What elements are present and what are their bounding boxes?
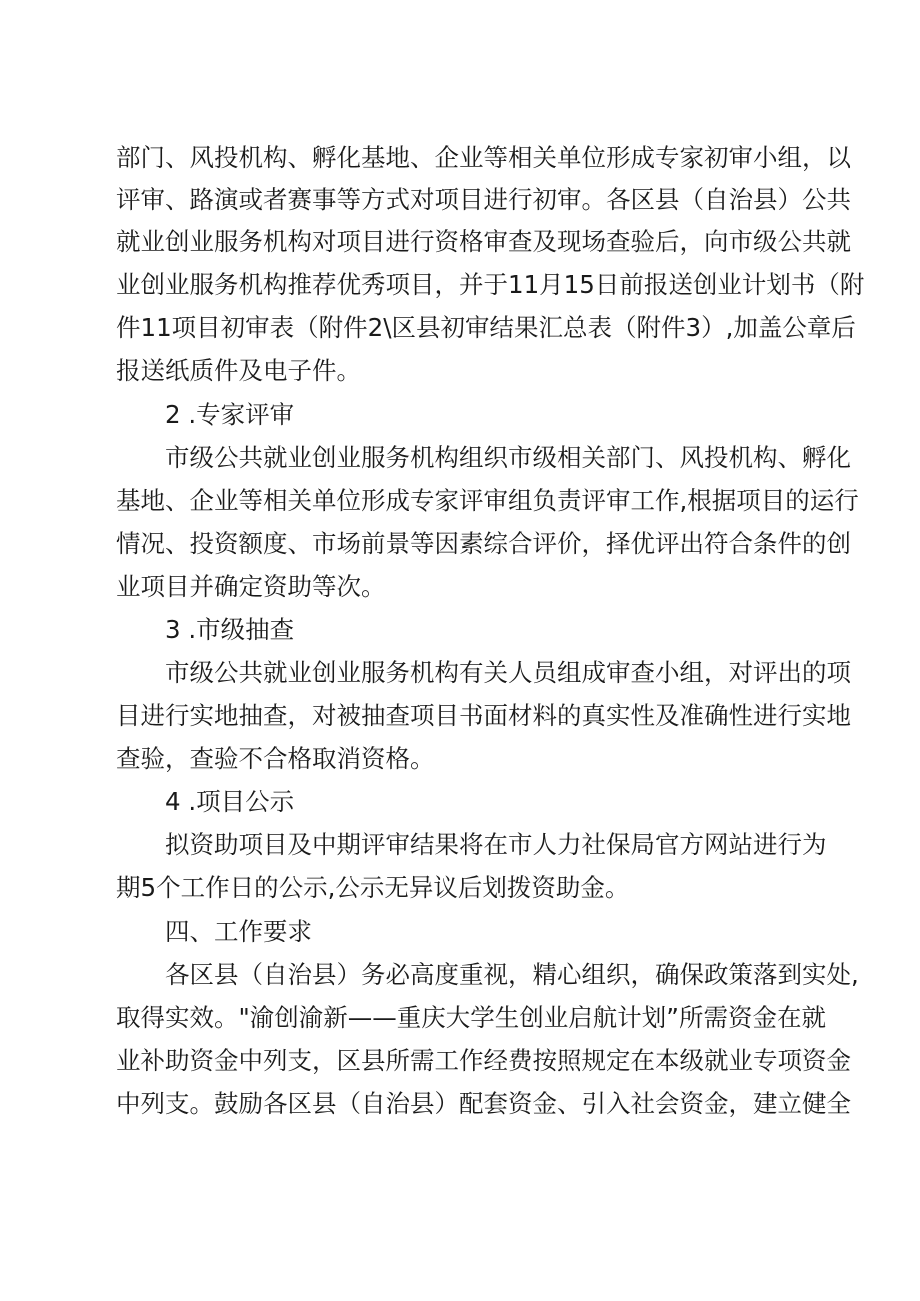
text-line: 各区县（自治县）务必高度重视，精心组织，确保政策落到实处, [165,960,859,989]
text-line: 件11项目初审表（附件2\区县初审结果汇总表（附件3）,加盖公章后 [116,313,856,342]
text-line: 中列支。鼓励各区县（自治县）配套资金、引入社会资金，建立健全 [116,1089,851,1118]
text-line: 报送纸质件及电子件。 [116,356,361,385]
text-line: 业补助资金中列支，区县所需工作经费按照规定在本级就业专项资金 [116,1046,851,1075]
section-heading-work-requirements: 四、工作要求 [165,917,312,946]
text-line: 评审、路演或者赛事等方式对项目进行初审。各区县（自治县）公共 [116,185,851,214]
text-line: 就业创业服务机构对项目进行资格审查及现场查验后，向市级公共就 [116,227,851,256]
text-line: 拟资助项目及中期评审结果将在市人力社保局官方网站进行为 [165,830,827,859]
text-line: 情况、投资额度、市场前景等因素综合评价，择优评出符合条件的创 [116,529,851,558]
text-line: 目进行实地抽查，对被抽查项目书面材料的真实性及准确性进行实地 [116,701,851,730]
text-line: 业创业服务机构推荐优秀项目，并于11月15日前报送创业计划书（附 [116,270,865,299]
text-line: 查验，查验不合格取消资格。 [116,744,435,773]
section-heading-city-inspection: 3 .市级抽查 [165,615,295,644]
section-heading-project-publicity: 4 .项目公示 [165,787,295,816]
text-line: 部门、风投机构、孵化基地、企业等相关单位形成专家初审小组，以 [116,143,851,172]
text-line: 市级公共就业创业服务机构有关人员组成审查小组，对评出的项 [165,658,851,687]
text-line: 取得实效。"渝创渝新——重庆大学生创业启航计划”所需资金在就 [116,1003,826,1032]
section-heading-expert-review: 2 .专家评审 [165,400,295,429]
text-line: 期5个工作日的公示,公示无异议后划拨资助金。 [116,873,630,902]
text-line: 市级公共就业创业服务机构组织市级相关部门、风投机构、孵化 [165,443,851,472]
text-line: 基地、企业等相关单位形成专家评审组负责评审工作,根据项目的运行 [116,486,859,515]
text-line: 业项目并确定资助等次。 [116,572,386,601]
